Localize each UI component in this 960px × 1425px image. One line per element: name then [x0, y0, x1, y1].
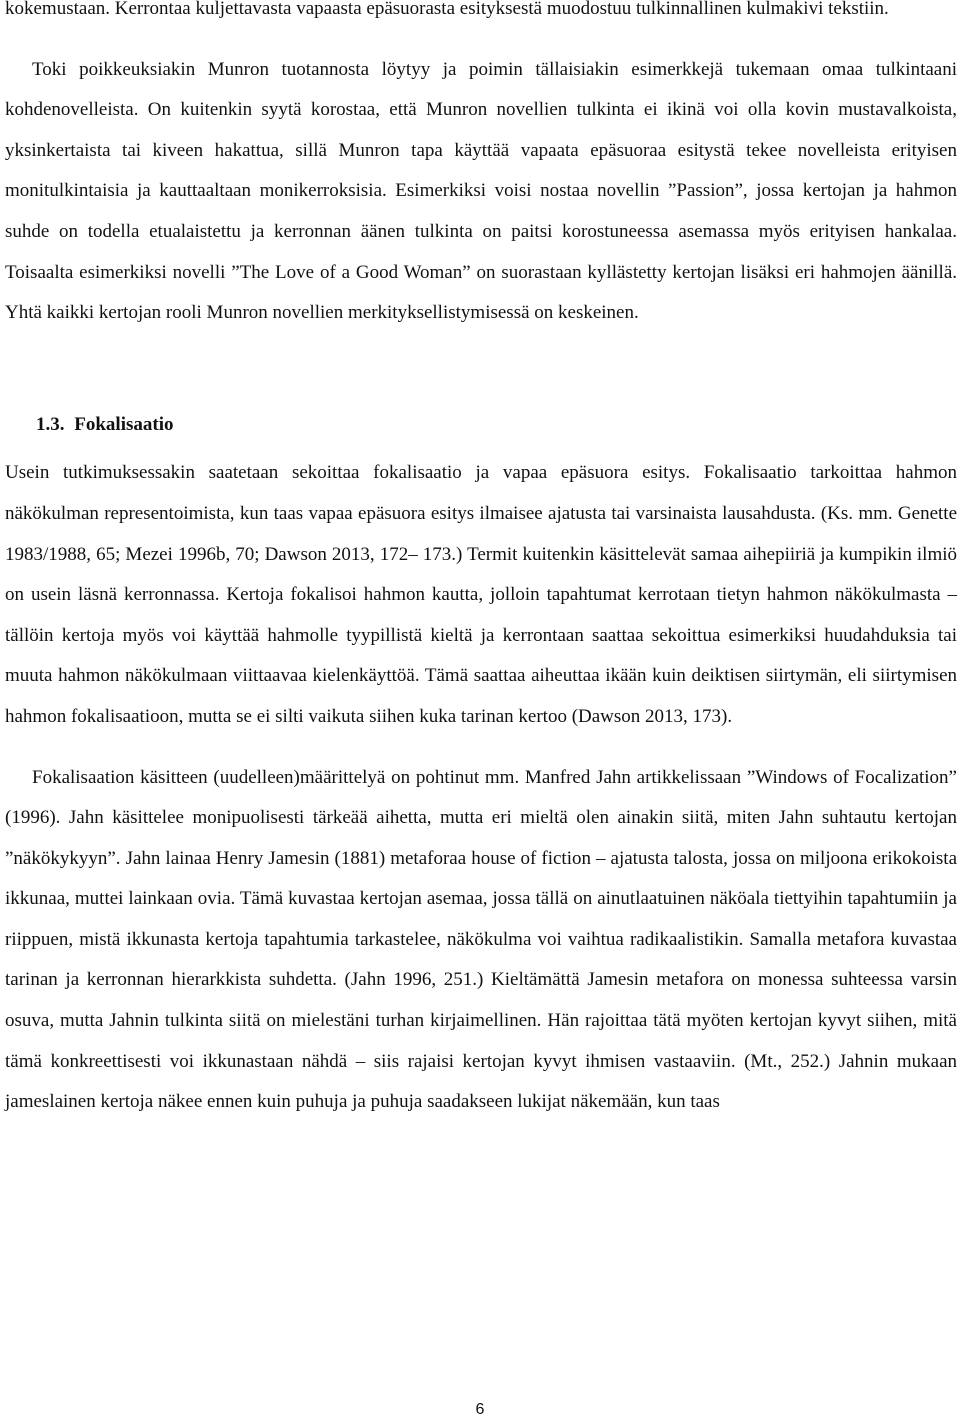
paragraph-continuation: kokemustaan. Kerrontaa kuljettavasta vapaasta epäsuorasta esityksestä muodostuu tulkinnallinen kulmakivi tekstiin. [5, 0, 889, 19]
section-number: 1.3. [36, 413, 65, 435]
paragraph-focalization-intro: Usein tutkimuksessakin saatetaan sekoittaa fokalisaatio ja vapaa epäsuora esitys. Fokalisaatio tarkoittaa hahmon näkökulman representoimista, kun taas vapaa epäsuora esitys ilmaisee ajatusta tai varsinaista lausahdusta. (Ks. mm. Genette 1983/1988, 65; Mezei 1996b, 70; Dawson 2013, 172– 173.) Termit kuitenkin käsittelevät samaa aihepiiriä ja kumpikin ilmiö on usein läsnä kerronnassa. Kertoja fokalisoi hahmon kautta, jolloin tapahtumat kerrotaan tietyn hahmon näkökulmasta – tällöin kertoja myös voi käyttää hahmolle tyypillistä kieltä ja kerrontaan saattaa sekoittua esimerkiksi huudahduksia tai muuta hahmon näkökulmaan viittaavaa kielenkäyttöä. Tämä saattaa aiheuttaa ikään kuin deiktisen siirtymän, eli siirtymisen hahmon fokalisaatioon, mutta se ei silti vaikuta siihen kuka tarinan kertoo (Dawson 2013, 173). [5, 462, 957, 727]
paragraph-munro-interpretation: Toki poikkeuksiakin Munron tuotannosta löytyy ja poimin tällaisiakin esimerkkejä tukemaan omaa tulkintaani kohdenovelleista. On kuitenkin syytä korostaa, että Munron novellien tulkinta ei ikinä voi olla kovin mustavalkoista, yksinkertaista tai kiveen hakattua, sillä Munron tapa käyttää vapaata epäsuoraa esitystä tekee novelleista erityisen monitulkintaisia ja kauttaaltaan monikerroksisia. Esimerkiksi voisi nostaa novellin ”Passion”, jossa kertojan ja hahmon suhde on todella etualaistettu ja kerronnan äänen tulkinta on paitsi korostuneessa asemassa myös erityisen hankalaa. Toisaalta esimerkiksi novelli ”The Love of a Good Woman” on suorastaan kyllästetty kertojan lisäksi eri hahmojen äänillä. Yhtä kaikki kertojan rooli Munron novellien merkityksellistymisessä on keskeinen. [5, 58, 957, 324]
document-body [5, 0, 957, 1123]
section-title: Fokalisaatio [74, 413, 174, 435]
section-heading [36, 405, 957, 446]
paragraph-jahn-discussion: Fokalisaation käsitteen (uudelleen)määrittelyä on pohtinut mm. Manfred Jahn artikkelissaan ”Windows of Focalization” (1996). Jahn käsittelee monipuolisesti tärkeää aihetta, mutta eri mieltä olen ainakin siitä, miten Jahn suhtautu kertojan ”näkökykyyn”. Jahn lainaa Henry Jamesin (1881) metaforaa house of fiction – ajatusta talosta, jossa on miljoona erikokoista ikkunaa, muttei lainkaan ovia. Tämä kuvastaa kertojan asemaa, jossa tällä on ainutlaatuinen näköala tiettyihin tapahtumiin ja riippuen, mistä ikkunasta kertoja tapahtumia tarkastelee, näkökulma voi vaihtua radikaalistikin. Samalla metafora kuvastaa tarinan ja kerronnan hierarkkista suhdetta. (Jahn 1996, 251.) Kieltämättä Jamesin metafora on monessa suhteessa varsin osuva, mutta Jahnin tulkinta siitä on mielestäni turhan kirjaimellinen. Hän rajoittaa tätä myöten kertojan kyvyt siihen, mitä tämä konkreettisesti voi ikkunastaan nähdä – siis rajaisi kertojan kyvyt ihmisen vastaaviin. (Mt., 252.) Jahnin mukaan jameslainen kertoja näkee ennen kuin puhuja ja puhuja saadakseen lukijat näkemään, kun taas [5, 766, 957, 1113]
page-number: 6 [475, 1401, 485, 1418]
